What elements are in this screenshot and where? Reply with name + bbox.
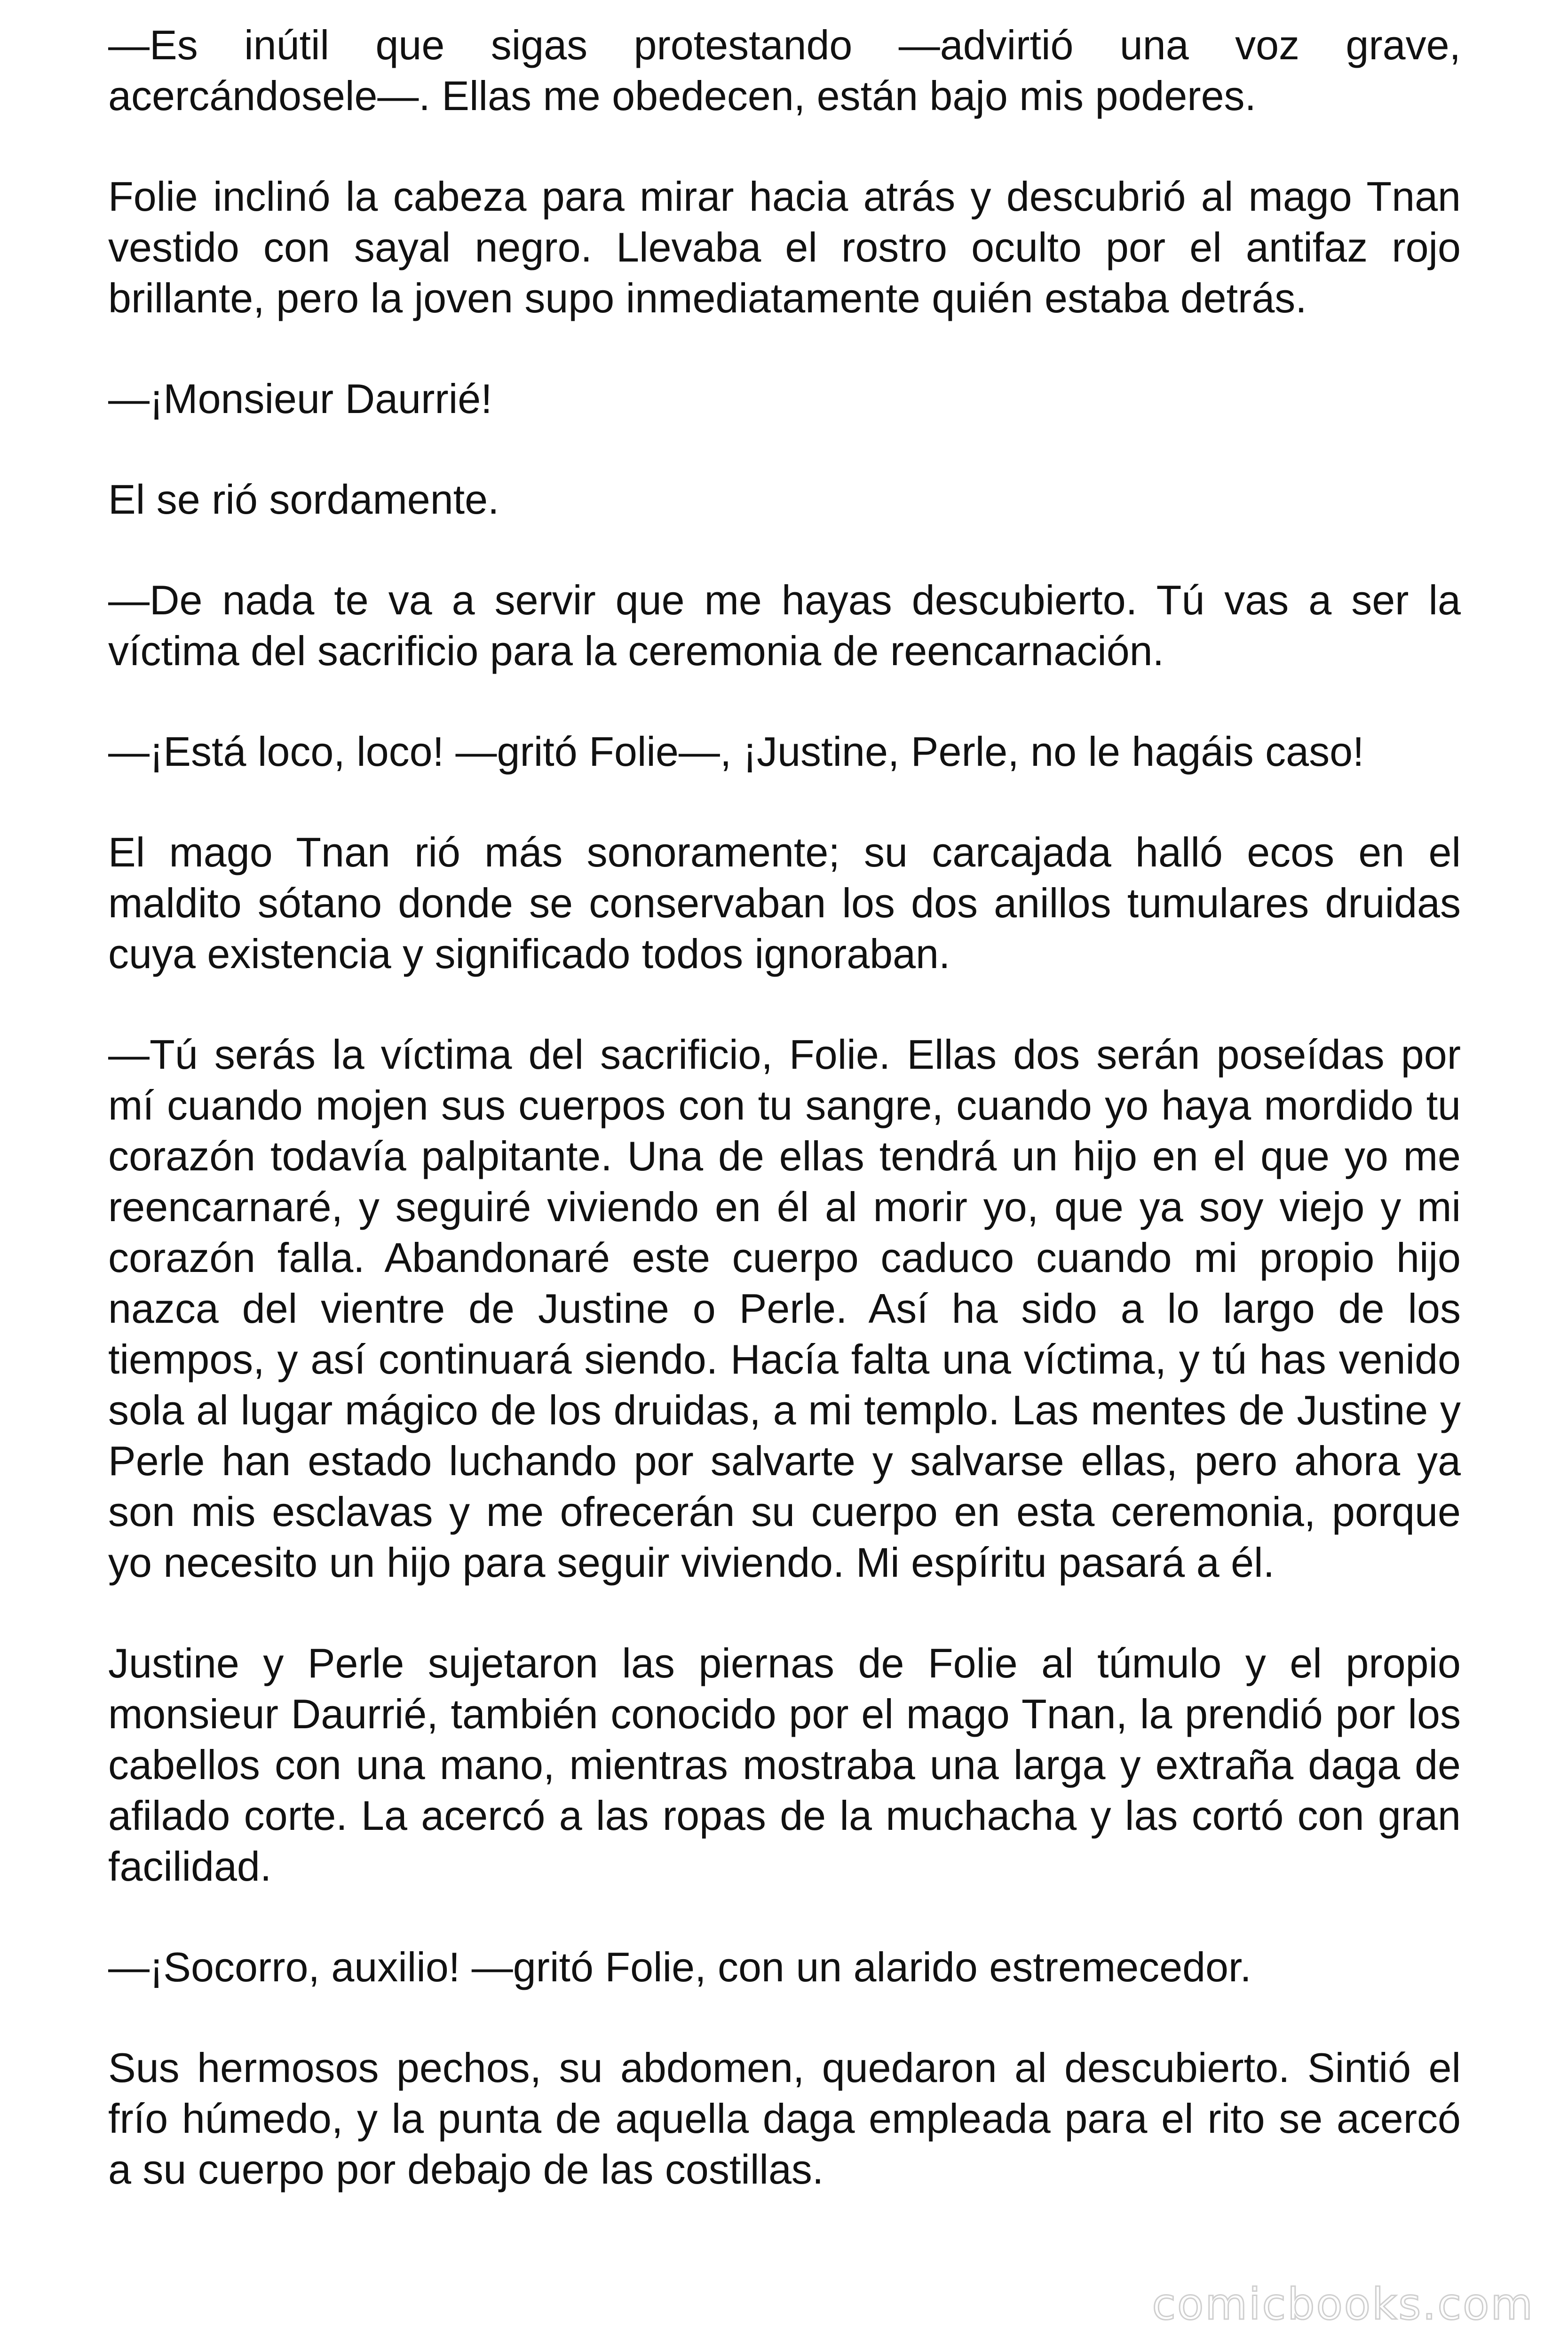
paragraph: Justine y Perle sujetaron las piernas de Folie al túmulo y el propio monsieur Daurrié, también conocido por el mago Tnan, la prendió por los cabellos con una mano, mientras mostraba una larga y extraña daga de afilado corte. La acercó a las ropas de la muchacha y las cortó con gran facilidad. [108,1640,1461,1890]
paragraph: Folie inclinó la cabeza para mirar hacia atrás y descubrió al mago Tnan vestido con sayal negro. Llevaba el rostro oculto por el antifaz rojo brillante, pero la joven supo inmediatamente quién estaba detrás. [108,173,1461,321]
paragraph: El se rió sordamente. [108,476,499,523]
page-text [108,20,1461,2195]
paragraph: —Es inútil que sigas protestando —advirtió una voz grave, acercándosele—. Ellas me obedecen, están bajo mis poderes. [108,22,1461,119]
paragraph: —¡Monsieur Daurrié! [108,375,492,422]
paragraph: Sus hermosos pechos, su abdomen, quedaron al descubierto. Sintió el frío húmedo, y la punta de aquella daga empleada para el rito se acercó a su cuerpo por debajo de las costillas. [108,2044,1461,2193]
watermark: comicbooks.com [1152,2279,1534,2329]
paragraph: —De nada te va a servir que me hayas descubierto. Tú vas a ser la víctima del sacrificio para la ceremonia de reencarnación. [108,577,1461,674]
paragraph: El mago Tnan rió más sonoramente; su carcajada halló ecos en el maldito sótano donde se conservaban los dos anillos tumulares druidas cuya existencia y significado todos ignoraban. [108,829,1461,977]
paragraph: —¡Socorro, auxilio! —gritó Folie, con un alarido estremecedor. [108,1944,1251,1990]
paragraph: —¡Está loco, loco! —gritó Folie—, ¡Justine, Perle, no le hagáis caso! [108,728,1364,775]
paragraph: —Tú serás la víctima del sacrificio, Folie. Ellas dos serán poseídas por mí cuando mojen sus cuerpos con tu sangre, cuando yo haya mordido tu corazón todavía palpitante. Una de ellas tendrá un hijo en el que yo me reencarnaré, y seguiré viviendo en él al morir yo, que ya soy viejo y mi corazón falla. Abandonaré este cuerpo caduco cuando mi propio hijo nazca del vientre de Justine o Perle. Así ha sido a lo largo de los tiempos, y así continuará siendo. Hacía falta una víctima, y tú has venido sola al lugar mágico de los druidas, a mi templo. Las mentes de Justine y Perle han estado luchando por salvarte y salvarse ellas, pero ahora ya son mis esclavas y me ofrecerán su cuerpo en esta ceremonia, porque yo necesito un hijo para seguir viviendo. Mi espíritu pasará a él. [108,1031,1461,1586]
